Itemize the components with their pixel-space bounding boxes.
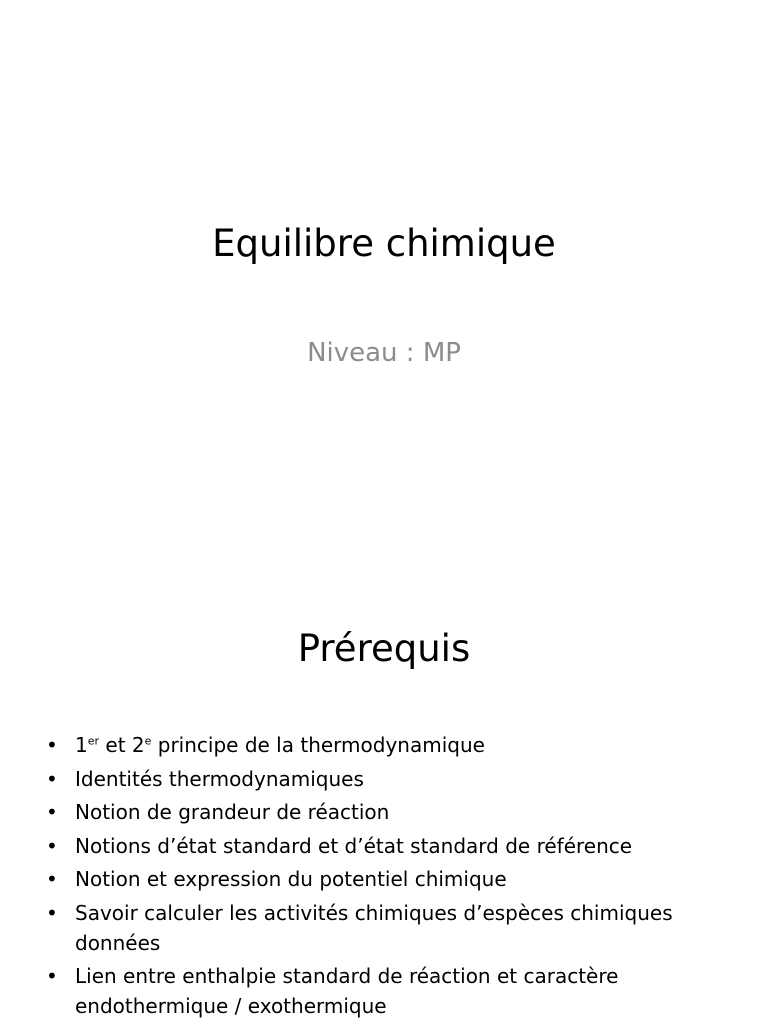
superscript: e bbox=[144, 734, 152, 748]
bullet-icon: • bbox=[46, 867, 58, 891]
list-item-text-part: et 2 bbox=[99, 733, 145, 757]
bullet-icon: • bbox=[46, 800, 58, 824]
list-item-text: Notions d’état standard et d’état standard de référence bbox=[75, 833, 633, 858]
list-item-text: Notion de grandeur de réaction bbox=[75, 800, 390, 824]
list-item bbox=[46, 961, 686, 1021]
list-item bbox=[46, 898, 686, 958]
bullet-icon: • bbox=[46, 964, 58, 988]
slide-subtitle: Niveau : MP bbox=[307, 338, 461, 368]
bullet-icon: • bbox=[46, 900, 58, 925]
list-item bbox=[46, 730, 686, 760]
bullet-icon: • bbox=[46, 833, 58, 858]
slide-prerequisites bbox=[0, 560, 768, 1024]
prerequisites-list bbox=[46, 730, 686, 1025]
list-item bbox=[46, 864, 686, 894]
prerequisites-heading: Prérequis bbox=[297, 627, 471, 670]
bullet-icon: • bbox=[46, 733, 58, 757]
list-item-text: Lien entre enthalpie standard de réaction et caractère endothermique / exothermique bbox=[75, 964, 619, 1018]
list-item bbox=[46, 764, 686, 794]
list-item-text: Savoir calculer les activités chimiques d’espèces chimiques données bbox=[75, 900, 673, 955]
list-item-text: Notion et expression du potentiel chimique bbox=[75, 867, 507, 891]
list-item-text-part: 1 bbox=[75, 733, 88, 757]
bullet-icon: • bbox=[46, 766, 58, 791]
superscript: er bbox=[87, 734, 100, 748]
list-item-text bbox=[75, 733, 485, 757]
list-item-text: Identités thermodynamiques bbox=[75, 766, 364, 791]
list-item bbox=[46, 831, 686, 861]
slide-title-heading: Equilibre chimique bbox=[212, 222, 556, 265]
list-item bbox=[46, 797, 686, 827]
list-item-text-part: principe de la thermodynamique bbox=[151, 733, 485, 757]
